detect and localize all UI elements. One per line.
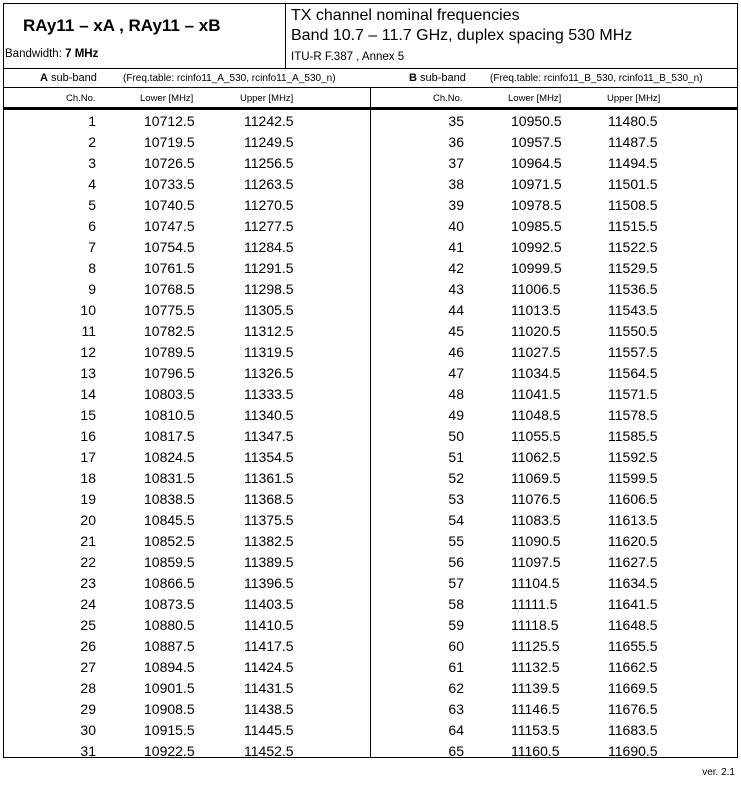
cell-ch-b: 36: [448, 134, 464, 150]
header-right: [286, 4, 737, 68]
table-row: [4, 363, 737, 384]
cell-lower-a: 10719.5: [144, 134, 195, 150]
cell-lower-a: 10894.5: [144, 659, 195, 675]
cell-ch-b: 42: [448, 260, 464, 276]
col-upper-b: Upper [MHz]: [607, 93, 661, 104]
cell-lower-b: 10999.5: [511, 260, 562, 276]
version-label: ver. 2.1: [702, 767, 735, 778]
table-row: [4, 426, 737, 447]
cell-upper-b: 11578.5: [608, 407, 658, 423]
cell-upper-b: 11585.5: [608, 428, 658, 444]
cell-ch-b: 64: [448, 722, 464, 738]
cell-lower-a: 10803.5: [144, 386, 195, 402]
cell-upper-b: 11620.5: [608, 533, 658, 549]
cell-upper-a: 11326.5: [244, 365, 294, 381]
cell-ch-a: 14: [80, 386, 96, 402]
cell-ch-b: 47: [448, 365, 464, 381]
cell-lower-b: 11006.5: [511, 281, 561, 297]
cell-lower-b: 11139.5: [511, 680, 560, 696]
cell-ch-a: 12: [80, 344, 96, 360]
table-row: [4, 531, 737, 552]
cell-ch-a: 17: [80, 449, 96, 465]
cell-upper-a: 11333.5: [244, 386, 294, 402]
cell-ch-b: 49: [448, 407, 464, 423]
cell-ch-b: 55: [448, 533, 464, 549]
cell-upper-a: 11277.5: [244, 218, 294, 234]
cell-ch-b: 65: [448, 743, 464, 759]
cell-ch-a: 18: [80, 470, 96, 486]
cell-lower-a: 10866.5: [144, 575, 195, 591]
cell-upper-a: 11312.5: [244, 323, 294, 339]
cell-lower-b: 11083.5: [511, 512, 561, 528]
cell-lower-a: 10831.5: [144, 470, 195, 486]
cell-ch-b: 54: [448, 512, 464, 528]
cell-ch-a: 26: [80, 638, 96, 654]
cell-lower-b: 11153.5: [511, 722, 560, 738]
cell-upper-a: 11298.5: [244, 281, 294, 297]
cell-ch-a: 8: [88, 260, 96, 276]
cell-lower-b: 10992.5: [511, 239, 562, 255]
cell-lower-a: 10761.5: [144, 260, 195, 276]
cell-ch-a: 10: [80, 302, 96, 318]
cell-lower-b: 11069.5: [511, 470, 561, 486]
subband-row: [4, 68, 737, 88]
cell-lower-b: 11125.5: [511, 638, 560, 654]
cell-lower-b: 11111.5: [511, 596, 558, 612]
bandwidth-label: Bandwidth:: [5, 48, 62, 60]
cell-ch-b: 53: [448, 491, 464, 507]
cell-lower-b: 10957.5: [511, 134, 562, 150]
table-row: [4, 447, 737, 468]
cell-ch-a: 22: [80, 554, 96, 570]
subband-b-label: sub-band: [416, 72, 466, 84]
cell-lower-b: 11146.5: [511, 701, 560, 717]
table-row: [4, 510, 737, 531]
cell-lower-b: 11027.5: [511, 344, 561, 360]
cell-upper-a: 11361.5: [244, 470, 294, 486]
cell-lower-b: 11041.5: [511, 386, 561, 402]
cell-upper-b: 11536.5: [608, 281, 658, 297]
cell-upper-b: 11662.5: [608, 659, 658, 675]
cell-upper-a: 11347.5: [244, 428, 294, 444]
cell-lower-a: 10915.5: [144, 722, 195, 738]
cell-lower-b: 10971.5: [511, 176, 562, 192]
cell-ch-a: 29: [80, 701, 96, 717]
cell-ch-b: 58: [448, 596, 464, 612]
cell-upper-b: 11529.5: [608, 260, 658, 276]
cell-upper-b: 11550.5: [608, 323, 658, 339]
cell-upper-a: 11340.5: [244, 407, 294, 423]
cell-ch-a: 6: [88, 218, 96, 234]
cell-lower-b: 11013.5: [511, 302, 561, 318]
cell-lower-a: 10733.5: [144, 176, 195, 192]
cell-ch-b: 56: [448, 554, 464, 570]
cell-lower-b: 11118.5: [511, 617, 559, 633]
cell-upper-a: 11452.5: [244, 743, 294, 759]
table-row: [4, 216, 737, 237]
cell-ch-b: 35: [448, 113, 464, 129]
cell-upper-b: 11543.5: [608, 302, 658, 318]
header-line1: TX channel nominal frequencies: [291, 7, 520, 24]
cell-lower-a: 10796.5: [144, 365, 195, 381]
cell-ch-a: 1: [88, 113, 96, 129]
cell-upper-b: 11669.5: [608, 680, 658, 696]
cell-lower-b: 11160.5: [511, 743, 560, 759]
table-row: [4, 468, 737, 489]
cell-lower-a: 10740.5: [144, 197, 195, 213]
cell-upper-b: 11522.5: [608, 239, 658, 255]
cell-ch-b: 62: [448, 680, 464, 696]
cell-upper-a: 11382.5: [244, 533, 294, 549]
cell-ch-b: 43: [448, 281, 464, 297]
cell-lower-a: 10901.5: [144, 680, 195, 696]
cell-ch-a: 15: [80, 407, 96, 423]
cell-ch-a: 27: [80, 659, 96, 675]
table-body: [4, 111, 737, 762]
cell-upper-b: 11515.5: [608, 218, 658, 234]
cell-ch-a: 30: [80, 722, 96, 738]
table-row: [4, 489, 737, 510]
cell-ch-b: 59: [448, 617, 464, 633]
cell-upper-a: 11284.5: [244, 239, 294, 255]
frequency-table-sheet: [3, 3, 738, 758]
col-lower-a: Lower [MHz]: [140, 93, 194, 104]
cell-upper-b: 11557.5: [608, 344, 658, 360]
cell-ch-b: 63: [448, 701, 464, 717]
cell-upper-b: 11480.5: [608, 113, 658, 129]
page-title: RAy11 – xA , RAy11 – xB: [23, 16, 221, 35]
cell-lower-a: 10747.5: [144, 218, 195, 234]
cell-lower-a: 10873.5: [144, 596, 195, 612]
cell-lower-a: 10824.5: [144, 449, 195, 465]
cell-upper-b: 11683.5: [608, 722, 658, 738]
table-row: [4, 405, 737, 426]
cell-upper-a: 11354.5: [244, 449, 294, 465]
cell-ch-a: 9: [88, 281, 96, 297]
cell-lower-a: 10859.5: [144, 554, 195, 570]
cell-upper-b: 11690.5: [608, 743, 658, 759]
cell-lower-b: 11076.5: [511, 491, 561, 507]
cell-upper-a: 11375.5: [244, 512, 294, 528]
col-ch-b: Ch.No.: [433, 93, 463, 104]
cell-ch-b: 46: [448, 344, 464, 360]
table-row: [4, 300, 737, 321]
cell-lower-a: 10908.5: [144, 701, 195, 717]
cell-lower-b: 11062.5: [511, 449, 561, 465]
bandwidth-value: 7 MHz: [65, 48, 99, 60]
cell-lower-a: 10817.5: [144, 428, 195, 444]
table-row: [4, 720, 737, 741]
cell-ch-a: 7: [88, 239, 96, 255]
cell-upper-b: 11634.5: [608, 575, 658, 591]
cell-lower-b: 10978.5: [511, 197, 562, 213]
cell-upper-a: 11263.5: [244, 176, 294, 192]
table-row: [4, 573, 737, 594]
cell-lower-a: 10782.5: [144, 323, 195, 339]
cell-ch-a: 3: [88, 155, 96, 171]
table-row: [4, 258, 737, 279]
cell-lower-a: 10922.5: [144, 743, 195, 759]
cell-upper-a: 11242.5: [244, 113, 294, 129]
cell-upper-b: 11487.5: [608, 134, 658, 150]
cell-lower-a: 10768.5: [144, 281, 195, 297]
table-row: [4, 594, 737, 615]
cell-lower-b: 10950.5: [511, 113, 562, 129]
cell-ch-b: 39: [448, 197, 464, 213]
cell-upper-a: 11389.5: [244, 554, 294, 570]
cell-ch-b: 57: [448, 575, 464, 591]
cell-lower-a: 10775.5: [144, 302, 195, 318]
cell-upper-a: 11368.5: [244, 491, 294, 507]
table-row: [4, 615, 737, 636]
cell-ch-b: 45: [448, 323, 464, 339]
cell-ch-a: 4: [88, 176, 96, 192]
subband-a-letter: A: [40, 72, 48, 84]
table-row: [4, 699, 737, 720]
table-row: [4, 552, 737, 573]
cell-upper-b: 11564.5: [608, 365, 658, 381]
cell-upper-b: 11494.5: [608, 155, 658, 171]
cell-ch-b: 60: [448, 638, 464, 654]
cell-upper-a: 11410.5: [244, 617, 294, 633]
cell-lower-a: 10726.5: [144, 155, 195, 171]
cell-lower-b: 11097.5: [511, 554, 561, 570]
bandwidth: [5, 48, 98, 60]
subband-b-heading: [409, 72, 466, 84]
cell-ch-b: 40: [448, 218, 464, 234]
cell-ch-a: 23: [80, 575, 96, 591]
cell-ch-a: 19: [80, 491, 96, 507]
table-row: [4, 279, 737, 300]
table-row: [4, 741, 737, 762]
cell-lower-a: 10887.5: [144, 638, 195, 654]
cell-upper-b: 11501.5: [608, 176, 658, 192]
cell-upper-a: 11424.5: [244, 659, 294, 675]
cell-lower-b: 11090.5: [511, 533, 561, 549]
table-row: [4, 657, 737, 678]
cell-ch-a: 20: [80, 512, 96, 528]
cell-lower-a: 10754.5: [144, 239, 195, 255]
cell-lower-a: 10810.5: [144, 407, 195, 423]
cell-ch-b: 50: [448, 428, 464, 444]
cell-ch-b: 44: [448, 302, 464, 318]
cell-ch-b: 52: [448, 470, 464, 486]
table-row: [4, 174, 737, 195]
header-left: [4, 4, 286, 68]
cell-ch-a: 25: [80, 617, 96, 633]
cell-lower-a: 10712.5: [144, 113, 195, 129]
cell-lower-b: 11104.5: [511, 575, 560, 591]
cell-upper-a: 11291.5: [244, 260, 294, 276]
table-row: [4, 321, 737, 342]
subband-a-label: sub-band: [47, 72, 97, 84]
header-line2: Band 10.7 – 11.7 GHz, duplex spacing 530 MHz: [291, 27, 633, 44]
cell-upper-b: 11641.5: [608, 596, 658, 612]
cell-upper-b: 11508.5: [608, 197, 658, 213]
cell-ch-b: 38: [448, 176, 464, 192]
cell-upper-b: 11599.5: [608, 470, 658, 486]
subband-b-letter: B: [409, 72, 417, 84]
cell-lower-a: 10852.5: [144, 533, 195, 549]
subband-a-heading: [40, 72, 97, 84]
table-row: [4, 636, 737, 657]
cell-upper-a: 11417.5: [244, 638, 294, 654]
cell-upper-b: 11606.5: [608, 491, 658, 507]
cell-ch-b: 48: [448, 386, 464, 402]
cell-upper-a: 11319.5: [244, 344, 294, 360]
cell-upper-b: 11592.5: [608, 449, 658, 465]
cell-lower-b: 11055.5: [511, 428, 561, 444]
cell-upper-a: 11445.5: [244, 722, 294, 738]
cell-upper-b: 11676.5: [608, 701, 658, 717]
table-row: [4, 342, 737, 363]
cell-ch-b: 41: [448, 239, 464, 255]
cell-upper-b: 11655.5: [608, 638, 658, 654]
cell-lower-b: 10985.5: [511, 218, 562, 234]
cell-upper-a: 11431.5: [244, 680, 294, 696]
cell-ch-a: 21: [80, 533, 96, 549]
table-row: [4, 153, 737, 174]
cell-ch-a: 28: [80, 680, 96, 696]
col-upper-a: Upper [MHz]: [240, 93, 294, 104]
cell-lower-a: 10880.5: [144, 617, 195, 633]
cell-lower-b: 11034.5: [511, 365, 561, 381]
cell-upper-b: 11648.5: [608, 617, 658, 633]
cell-upper-a: 11305.5: [244, 302, 294, 318]
cell-lower-b: 10964.5: [511, 155, 562, 171]
col-lower-b: Lower [MHz]: [508, 93, 562, 104]
cell-ch-a: 16: [80, 428, 96, 444]
subband-b-table: (Freq.table: rcinfo11_B_530, rcinfo11_B_530_n): [490, 73, 703, 84]
cell-upper-a: 11396.5: [244, 575, 294, 591]
cell-ch-a: 13: [80, 365, 96, 381]
cell-upper-a: 11270.5: [244, 197, 294, 213]
table-row: [4, 678, 737, 699]
cell-upper-a: 11249.5: [244, 134, 294, 150]
cell-upper-a: 11438.5: [244, 701, 294, 717]
cell-ch-a: 24: [80, 596, 96, 612]
cell-ch-a: 31: [80, 743, 96, 759]
cell-lower-a: 10845.5: [144, 512, 195, 528]
table-row: [4, 111, 737, 132]
cell-ch-a: 2: [88, 134, 96, 150]
cell-upper-a: 11403.5: [244, 596, 294, 612]
cell-lower-b: 11048.5: [511, 407, 561, 423]
cell-ch-b: 61: [448, 659, 464, 675]
table-row: [4, 384, 737, 405]
table-row: [4, 195, 737, 216]
cell-ch-a: 5: [88, 197, 96, 213]
cell-ch-b: 37: [448, 155, 464, 171]
table-row: [4, 237, 737, 258]
cell-upper-b: 11571.5: [608, 386, 658, 402]
col-ch-a: Ch.No.: [66, 93, 96, 104]
cell-lower-b: 11020.5: [511, 323, 561, 339]
cell-lower-a: 10789.5: [144, 344, 195, 360]
cell-lower-b: 11132.5: [511, 659, 560, 675]
subband-a-table: (Freq.table: rcinfo11_A_530, rcinfo11_A_530_n): [123, 73, 336, 84]
cell-upper-a: 11256.5: [244, 155, 294, 171]
cell-upper-b: 11613.5: [608, 512, 658, 528]
cell-ch-b: 51: [448, 449, 464, 465]
cell-ch-a: 11: [81, 323, 96, 339]
header-line3: ITU-R F.387 , Annex 5: [291, 51, 405, 63]
table-row: [4, 132, 737, 153]
cell-lower-a: 10838.5: [144, 491, 195, 507]
cell-upper-b: 11627.5: [608, 554, 658, 570]
